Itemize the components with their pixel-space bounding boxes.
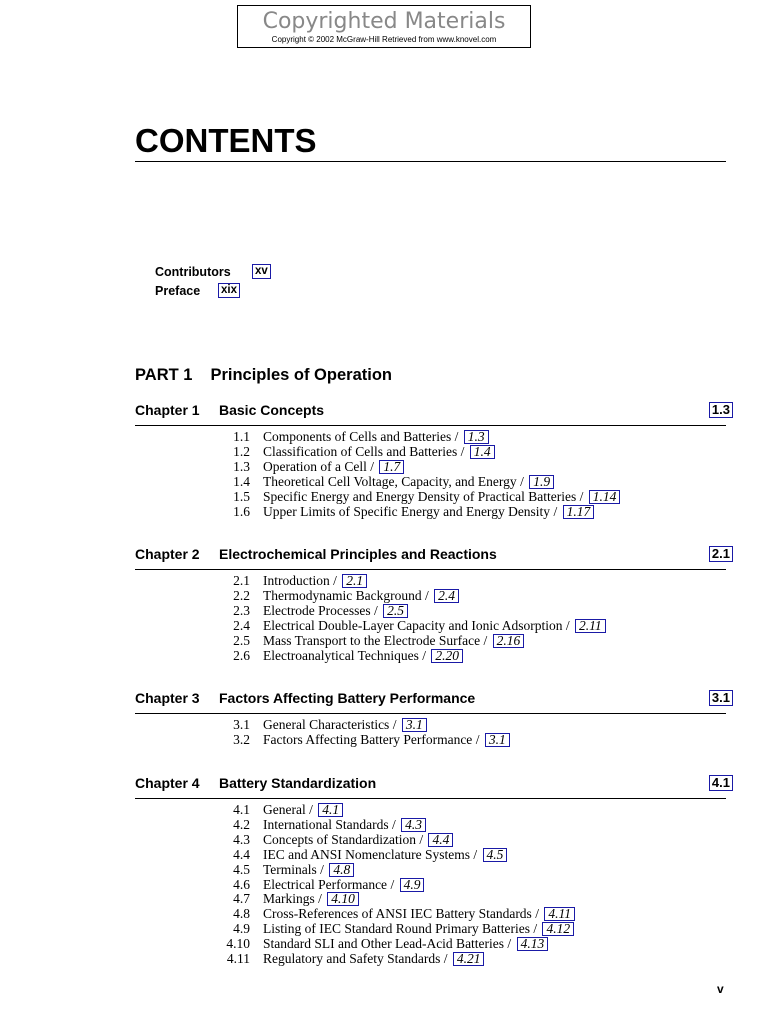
section-separator: / (550, 503, 561, 519)
section-page-link[interactable]: 4.5 (483, 848, 508, 862)
section-page-link[interactable]: 1.4 (470, 445, 495, 459)
section-entry (200, 459, 404, 474)
chapter-title: Basic Concepts (219, 402, 325, 418)
section-number: 4.2 (233, 816, 250, 832)
section-separator: / (415, 831, 427, 847)
section-title: Electroanalytical Techniques (263, 647, 419, 663)
section-separator: / (316, 861, 328, 877)
page-title: CONTENTS (135, 122, 317, 159)
section-title: Electrical Double-Layer Capacity and Ionic Adsorption (263, 617, 563, 633)
section-page-link[interactable]: 4.1 (318, 803, 343, 817)
section-separator: / (457, 443, 468, 459)
section-title: Thermodynamic Background (263, 587, 422, 603)
front-matter-label: Contributors (155, 265, 231, 279)
section-entry (200, 429, 489, 444)
front-matter-label: Preface (155, 284, 201, 298)
chapter-rule (135, 713, 726, 714)
section-page-link[interactable]: 3.1 (402, 718, 427, 732)
section-entry (200, 802, 343, 817)
section-title: Electrical Performance (263, 876, 388, 892)
section-page-link[interactable]: 2.16 (493, 634, 525, 648)
section-title: Classification of Cells and Batteries (263, 443, 458, 459)
chapter-label: Chapter 2 (135, 546, 200, 562)
chapter-heading (135, 402, 733, 420)
section-page-link[interactable]: 1.7 (379, 460, 404, 474)
section-number: 1.4 (233, 473, 250, 489)
section-title: Concepts of Standardization (263, 831, 416, 847)
part-label: PART 1 (135, 366, 193, 384)
banner-title: Copyrighted Materials (262, 9, 506, 34)
section-number: 2.6 (233, 647, 250, 663)
section-number: 2.2 (233, 587, 250, 603)
chapter-title: Battery Standardization (219, 775, 377, 791)
section-page-link[interactable]: 4.9 (400, 878, 425, 892)
section-entry (200, 817, 426, 832)
section-page-link[interactable]: 2.20 (431, 649, 463, 663)
section-title: Markings (263, 891, 315, 907)
section-entry (200, 906, 575, 921)
section-page-link[interactable]: 4.4 (428, 833, 453, 847)
section-number: 4.10 (226, 936, 250, 952)
section-page-link[interactable]: 4.21 (453, 952, 485, 966)
copyright-banner (237, 5, 531, 48)
section-page-link[interactable]: 2.1 (342, 574, 367, 588)
section-number: 1.1 (233, 429, 250, 444)
chapter-title: Electrochemical Principles and Reactions (219, 546, 497, 562)
section-entry (200, 732, 510, 747)
section-separator: / (314, 891, 326, 907)
section-entry (200, 618, 606, 633)
section-entry (200, 891, 359, 906)
section-number: 2.1 (233, 573, 250, 588)
chapter-label: Chapter 3 (135, 690, 200, 706)
section-page-link[interactable]: 4.13 (517, 937, 549, 951)
section-separator: / (531, 906, 543, 922)
title-rule (135, 161, 726, 162)
section-number: 1.3 (233, 458, 250, 474)
chapter-label: Chapter 4 (135, 775, 200, 791)
section-number: 2.5 (233, 632, 250, 648)
section-title: General Characteristics (263, 717, 390, 732)
section-page-link[interactable]: 2.4 (434, 589, 459, 603)
section-number: 2.4 (233, 617, 250, 633)
section-title: Upper Limits of Specific Energy and Energy Density (263, 503, 551, 519)
section-title: Mass Transport to the Electrode Surface (263, 632, 481, 648)
section-entry (200, 717, 427, 732)
section-page-link[interactable]: 4.11 (544, 907, 575, 921)
chapter-page-link[interactable]: 1.3 (709, 402, 733, 418)
section-title: Terminals (263, 861, 317, 877)
chapter-label: Chapter 1 (135, 402, 200, 418)
section-page-link[interactable]: 4.12 (542, 922, 574, 936)
section-page-link[interactable]: 2.11 (575, 619, 606, 633)
chapter-page-link[interactable]: 3.1 (709, 690, 733, 706)
section-number: 4.7 (233, 891, 250, 907)
chapter-page-link[interactable]: 4.1 (709, 775, 733, 791)
section-entry (200, 573, 367, 588)
section-page-link[interactable]: 1.14 (589, 490, 621, 504)
section-number: 4.5 (233, 861, 250, 877)
chapter-rule (135, 425, 726, 426)
section-separator: / (576, 488, 587, 504)
section-separator: / (504, 936, 515, 952)
section-separator: / (480, 632, 491, 648)
section-entry (200, 588, 459, 603)
section-number: 1.5 (233, 488, 250, 504)
section-entry (200, 648, 463, 663)
section-separator: / (366, 458, 378, 474)
section-number: 4.4 (233, 846, 250, 862)
part-heading (135, 366, 392, 385)
section-entry (200, 504, 594, 519)
chapter-page-link[interactable]: 2.1 (709, 546, 733, 562)
section-entry (200, 832, 453, 847)
section-page-link[interactable]: 4.8 (329, 863, 354, 877)
chapter-rule (135, 798, 726, 799)
section-number: 1.2 (233, 443, 250, 459)
section-title: Electrode Processes (263, 602, 371, 618)
section-title: IEC and ANSI Nomenclature Systems (263, 846, 470, 862)
section-number: 4.6 (233, 876, 250, 892)
section-title: Theoretical Cell Voltage, Capacity, and Energy (263, 473, 517, 489)
section-separator: / (516, 473, 528, 489)
section-page-link[interactable]: 1.3 (464, 430, 489, 444)
section-entry (200, 847, 507, 862)
section-separator: / (305, 802, 317, 817)
section-separator: / (388, 816, 400, 832)
section-entry (200, 489, 620, 504)
section-entry (200, 877, 424, 892)
section-entry (200, 951, 484, 966)
section-separator: / (418, 647, 430, 663)
section-separator: / (451, 429, 462, 444)
front-matter-page-link[interactable]: xv (252, 264, 271, 279)
section-title: Listing of IEC Standard Round Primary Batteries (263, 921, 530, 937)
section-entry (200, 444, 495, 459)
section-number: 4.1 (233, 802, 250, 817)
chapter-heading (135, 690, 733, 708)
section-entry (200, 603, 408, 618)
section-separator: / (389, 717, 400, 732)
section-separator: / (421, 587, 433, 603)
section-separator: / (440, 951, 451, 966)
section-page-link[interactable]: 3.1 (485, 733, 510, 747)
section-separator: / (387, 876, 398, 892)
section-number: 2.3 (233, 602, 250, 618)
section-separator: / (329, 573, 341, 588)
section-title: Components of Cells and Batteries (263, 429, 452, 444)
section-title: Factors Affecting Battery Performance (263, 731, 473, 747)
chapter-rule (135, 569, 726, 570)
chapter-title: Factors Affecting Battery Performance (219, 690, 476, 706)
section-entry (200, 633, 524, 648)
section-number: 4.11 (226, 951, 250, 966)
front-matter-preface (155, 284, 237, 298)
section-number: 4.9 (233, 921, 250, 937)
section-number: 4.8 (233, 906, 250, 922)
section-separator: / (469, 846, 481, 862)
section-number: 4.3 (233, 831, 250, 847)
section-title: General (263, 802, 306, 817)
section-separator: / (472, 731, 483, 747)
section-title: Specific Energy and Energy Density of Practical Batteries (263, 488, 577, 504)
section-separator: / (562, 617, 574, 633)
section-page-link[interactable]: 4.3 (401, 818, 426, 832)
banner-notice: Copyright © 2002 McGraw-Hill Retrieved from www.knovel.com (271, 35, 497, 44)
section-entry (200, 862, 354, 877)
chapter-heading (135, 546, 733, 564)
front-matter-contributors (155, 265, 268, 279)
section-title: Cross-References of ANSI IEC Battery Standards (263, 906, 532, 922)
section-page-link[interactable]: 2.5 (383, 604, 408, 618)
section-entry (200, 474, 554, 489)
section-title: Regulatory and Safety Standards (263, 951, 441, 966)
section-separator: / (529, 921, 541, 937)
section-title: Operation of a Cell (263, 458, 367, 474)
section-page-link[interactable]: 1.17 (563, 505, 595, 519)
front-matter-page-link[interactable]: xix (218, 283, 240, 298)
section-number: 3.2 (233, 731, 250, 747)
part-title: Principles of Operation (210, 366, 392, 384)
section-entry (200, 921, 574, 936)
section-title: Introduction (263, 573, 330, 588)
section-title: International Standards (263, 816, 389, 832)
section-number: 1.6 (233, 503, 250, 519)
section-page-link[interactable]: 4.10 (327, 892, 359, 906)
section-number: 3.1 (233, 717, 250, 732)
section-entry (200, 936, 548, 951)
page-number: v (717, 982, 724, 996)
chapter-heading (135, 775, 733, 793)
section-title: Standard SLI and Other Lead-Acid Batteries (263, 936, 505, 952)
section-page-link[interactable]: 1.9 (529, 475, 554, 489)
section-separator: / (370, 602, 382, 618)
